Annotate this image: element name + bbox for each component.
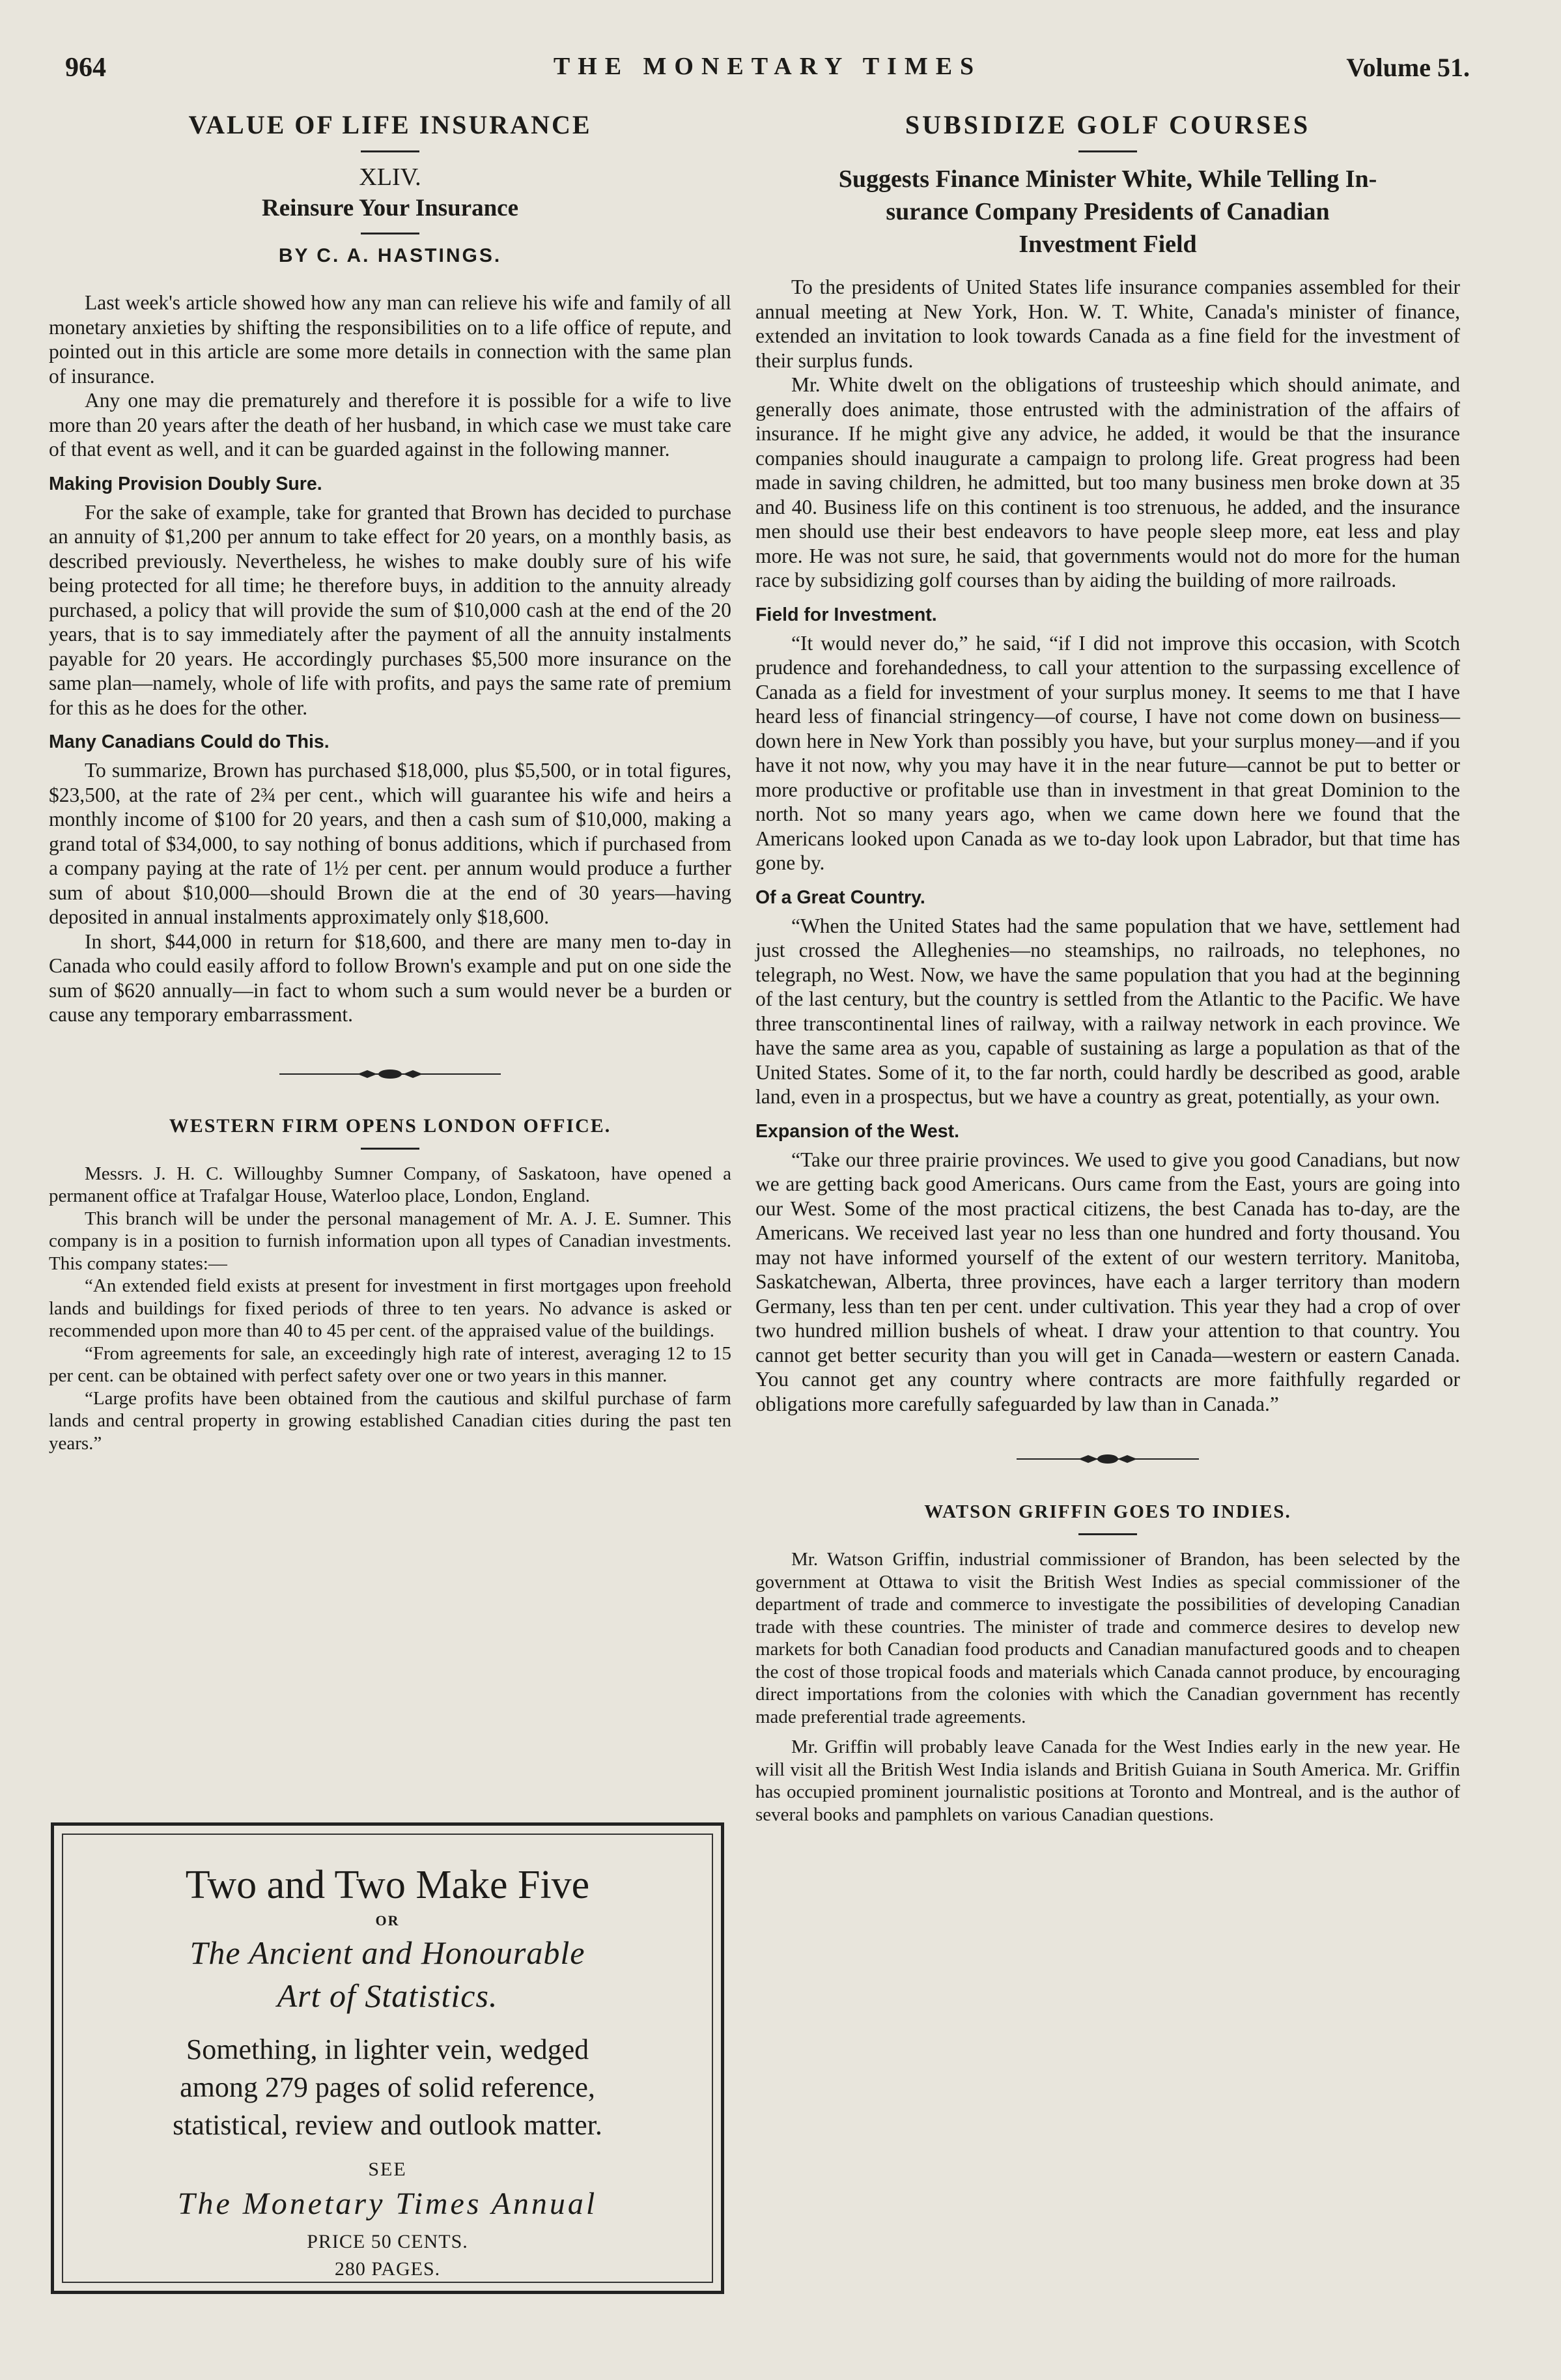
paragraph: “When the United States had the same population that we have, settlement had just crossed the Alleghenies—no steamships, no railroads, no telephones, no telegraph, no West. Now, we have the same population that you had at the beginning of the last century, but the country is settled from the Atlantic to the Pacific. We have three transcontinental lines of railway, with a railway network in each province. We have the same area as you, capable of sustaining as large a population as that of the United States. Some of it, to the far north, could hardly be described as good, arable land, even in a prospectus, but we have a country as great, potentially, as your own. [755,914,1460,1108]
paragraph: To summarize, Brown has purchased $18,000, plus $5,500, or in total figures, $23,500, at the rate of 2¾ per cent., which will guarantee his wife and heirs a monthly income of $100 for 20 years, and then a cash sum of $10,000, making a grand total of $34,000, to say nothing of bonus additions, which if purchased from a company paying at the rate of 1½ per cent. per annum would produce a further sum of about $10,000—should Brown die at the end of 30 years—having deposited in annual instalments approximately only $18,600. [49,759,731,928]
ad-or: OR [375,1912,400,1929]
ad-see: SEE [368,2159,407,2180]
volume-label: Volume 51. [1346,53,1470,82]
title-rule [1078,1533,1137,1535]
paragraph: For the sake of example, take for granted that Brown has decided to purchase an annuity of $1,200 per annum to take effect for 20 years, on a monthly basis, as described previously. Nevertheless, he wishes to make doubly sure of his wife being protected for all time; he therefore buys, in addition to the annuity already purchased, a policy that will provide the sum of $10,000 cash at the end of the 20 years, that is to say immediately after the payment of all the annuity instalments payable for 20 years. He accordingly purchases $5,500 more insurance on the same plan—namely, whole of life with profits, and pays the same rate of premium for this as he does for the other. [49,500,731,719]
title-rule [361,150,419,152]
ad-subtitle-line: Art of Statistics. [277,1977,498,2014]
section-heading: Many Canadians Could do This. [49,731,330,752]
ornamental-divider [49,1068,731,1084]
ad-headline: Two and Two Make Five [185,1863,590,1907]
paragraph: Mr. Watson Griffin, industrial commissioner of Brandon, has been selected by the government at Ottawa to visit the British West Indies as special commissioner of the department of trade and commerce to investigate the possibilities of developing Canadian trade with these countries. The minister of trade and commerce desires to develop new markets for both Canadian food products and Canadian manufactured goods and to cheapen the cost of those tropical foods and materials which Canada cannot produce, by encouraging direct importations from the colonies with which the Canadian government has recently made preferential trade agreements. [755,1549,1460,1727]
life-insurance-title: VALUE OF LIFE INSURANCE [188,110,592,139]
ad-body-line: Something, in lighter vein, wedged [186,2033,589,2065]
ad-publication-name: The Monetary Times Annual [177,2187,598,2221]
article-subtitle: Reinsure Your Insurance [261,195,519,221]
golf-title: SUBSIDIZE GOLF COURSES [905,110,1311,139]
paragraph: “Large profits have been obtained from the cautious and skilful purchase of farm lands and central property in growing established Canadian cities during the past ten years.” [49,1387,731,1454]
paragraph: Last week's article showed how any man can relieve his wife and family of all monetary anxieties by shifting the responsibilities on to a life office of repute, and pointed out in this article are some more details in connection with the same plan of insurance. [49,291,731,388]
masthead: THE MONETARY TIMES [553,53,982,80]
golf-deck [755,163,1460,261]
western-firm-title: WESTERN FIRM OPENS LONDON OFFICE. [169,1114,612,1137]
paragraph: “It would never do,” he said, “if I did not improve this occasion, with Scotch prudence and forehandedness, to call your attention to the surpassing excellence of Canada as a field for investment of your surplus money. It seems to me that I have heard less of financial stringency—of course, I have not come down on business—down here in New York than possibly you have, but your surplus money—and if you have it not now, why you may have it in the near future—cannot be put to better or more productive or profitable use than in investment in that great Dominion to the north. Not so many years ago, when we came down here we found that the Americans looked upon Canada as we to-day look upon Labrador, but that time has gone by. [755,631,1460,874]
section-heading: Field for Investment. [755,604,937,625]
ad-subtitle-line: The Ancient and Honourable [190,1934,585,1971]
section-heading: Expansion of the West. [755,1120,960,1142]
right-column [755,104,1460,1826]
ornament-icon [1017,1452,1199,1466]
deck-line: Investment Field [1019,231,1197,258]
paragraph: Messrs. J. H. C. Willoughby Sumner Company, of Saskatoon, have opened a permanent office at Trafalgar House, Waterloo place, London, England. [49,1163,731,1206]
series-number: XLIV. [359,163,421,191]
paragraph: Any one may die prematurely and therefore it is possible for a wife to live more than 20 years after the death of her husband, in which case we must take care of that event as well, and it can be guarded against in the following manner. [49,389,731,460]
section-heading: Of a Great Country. [755,886,925,908]
ad-body-line: among 279 pages of solid reference, [180,2071,595,2103]
section-heading: Making Provision Doubly Sure. [49,473,322,494]
ornament-icon [279,1068,501,1081]
paragraph: This branch will be under the personal management of Mr. A. J. E. Sumner. This company is in a position to furnish information upon all types of Canadian investments. This company states:— [49,1208,731,1274]
page-number: 964 [65,53,106,83]
ad-pages: 280 PAGES. [334,2258,441,2280]
title-rule [1078,150,1137,152]
paragraph: Mr. White dwelt on the obligations of trusteeship which should animate, and generally does animate, those entrusted with the administration of the affairs of insurance. If he might give any advice, he added, it would be that the insurance companies should inaugurate a campaign to prolong life. Great progress had been made in saving children, he admitted, but too many business men broke down at 35 and 40. Business life on this continent is too strenuous, he added, and the insurance men should use their best endeavors to have people sleep more, eat less and play more. He was not sure, he said, that governments would not do more for the human race by subsidizing golf courses than by aiding the building of more railroads. [755,373,1460,591]
byline: BY C. A. HASTINGS. [278,245,502,266]
deck-line: Suggests Finance Minister White, While Telling In- [838,165,1377,193]
paragraph: “An extended field exists at present for investment in first mortgages upon freehold lands and buildings for fixed periods of three to ten years. No advance is asked or recommended upon more than 40 to 45 per cent. of the appraised value of the buildings. [49,1275,731,1341]
paragraph: In short, $44,000 in return for $18,600, and there are many men to-day in Canada who could easily afford to follow Brown's example and put on one side the sum of $620 annually—in fact to whom such a sum would never be a burden or cause any temporary embarrassment. [49,929,731,1026]
watson-title: WATSON GRIFFIN GOES TO INDIES. [924,1501,1291,1522]
paragraph: “Take our three prairie provinces. We used to give you good Canadians, but now we are getting back good Americans. Ours came from the East, yours are going into our West. Some of the most practical citizens, the best Canada has to-day, are the Americans. We received last year no less than one hundred and forty thousand. You may not have informed yourself of the extent of our western territory. Manitoba, Saskatchewan, Alberta, three provinces, have each a larger territory than modern Germany, less than ten per cent. under cultivation. This year they had a crop of over two hundred million bushels of wheat. I draw your attention to that country. You cannot get better security than you will get in Canada—western or eastern Canada. You cannot get any country where contracts are more faithfully regarded or obligations more carefully safeguarded by law than in Canada.” [755,1148,1460,1415]
paragraph: “From agreements for sale, an exceedingly high rate of interest, averaging 12 to 15 per cent. can be obtained with perfect safety over one or two years in this manner. [49,1342,731,1386]
left-column [49,104,731,1454]
advertisement-box [51,1822,724,2294]
ornamental-divider [755,1452,1460,1469]
paragraph: Mr. Griffin will probably leave Canada for the West Indies early in the new year. He will visit all the British West India islands and British Guiana in South America. Mr. Griffin has occupied prominent journalistic positions at Toronto and Montreal, and is the author of several books and pamphlets on various Canadian questions. [755,1736,1460,1825]
ad-price: PRICE 50 CENTS. [307,2231,468,2252]
paragraph: To the presidents of United States life insurance companies assembled for their annual meeting at New York, Hon. W. T. White, Canada's minister of finance, extended an invitation to look towards Canada as a fine field for the investment of their surplus funds. [755,276,1460,372]
deck-line: surance Company Presidents of Canadian [886,198,1330,225]
title-rule [361,1148,419,1150]
advertisement-inner-frame [62,1834,713,2283]
subtitle-rule [361,233,419,234]
ad-body-line: statistical, review and outlook matter. [173,2109,602,2141]
page-header [65,52,1470,91]
